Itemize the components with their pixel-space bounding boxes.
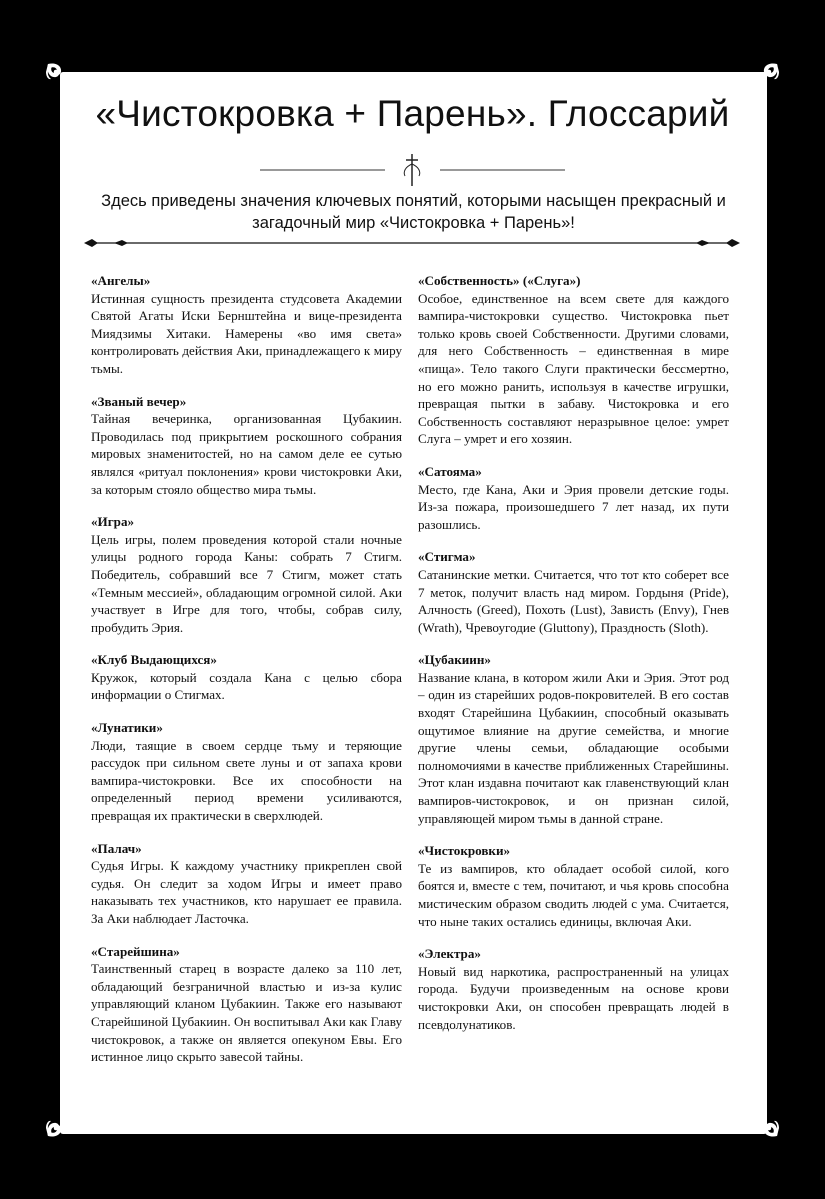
- glossary-entry: [91, 840, 402, 928]
- glossary-definition: Название клана, в котором жили Аки и Эрия. Этот род – один из старейших родов-покровителей. В его состав входят Старейшина Цубакиин, способный оказывать ощутимое влияние на другие семейства, и многие другие члены семьи, обладающие особыми полномочиями в качестве приближенных Старейшины. Этот клан издавна почитают как главенствующий клан вампиров-чистокровок, и он признан силой, управляющей миром тьмы в данной стране.: [418, 669, 729, 826]
- glossary-entry: [91, 393, 402, 499]
- glossary-definition: Цель игры, полем проведения которой стали ночные улицы родного города Каны: собрать 7 Стигм. Победитель, собравший все 7 Стигм, может стать «Темным мессией», обладающим огромной силой. Аки участвует в Игре для того, чтобы, собрав силу, пробудить Эрия.: [91, 531, 402, 635]
- glossary-definition: Те из вампиров, кто обладает особой силой, кого боятся и, вместе с тем, почитают, и чья кровь способна мистическим образом сводить людей с ума. Считается, что ныне таких остались единицы, включая Аки.: [418, 860, 729, 929]
- glossary-entry: [418, 842, 729, 930]
- glossary-entry: [418, 548, 729, 636]
- dagger-ornament-icon: [255, 150, 570, 190]
- glossary-term: «Электра»: [418, 946, 481, 962]
- glossary-entry: [418, 272, 729, 448]
- glossary-term: «Игра»: [91, 514, 135, 530]
- glossary-definition: Истинная сущность президента студсовета Академии Святой Агаты Иски Бернштейна и вице-президента Миядзимы Хитаки. Намерены «во имя света» контролировать действия Аки, принадлежащего к миру тьмы.: [91, 290, 402, 376]
- glossary-term: «Ангелы»: [91, 273, 151, 288]
- glossary-term: «Чистокровки»: [418, 843, 511, 859]
- glossary-entry: [91, 719, 402, 825]
- intro-text: Здесь приведены значения ключевых понятий, которыми насыщен прекрасный и загадочный мир «Чистокровка + Парень»!: [101, 192, 726, 232]
- glossary-entry: [91, 272, 402, 378]
- glossary-term: «Палач»: [91, 840, 142, 856]
- glossary-entry: [91, 513, 402, 636]
- glossary-term: «Цубакиин»: [418, 652, 491, 668]
- glossary-definition: Сатанинские метки. Считается, что тот кто соберет все 7 меток, получит власть над миром. Гордыня (Pride), Алчность (Greed), Похоть (Lust), Зависть (Envy), Гнев (Wrath), Чревоугодие (Gluttony), Праздность (Sloth).: [418, 566, 729, 635]
- glossary-definition: Тайная вечеринка, организованная Цубакиин. Проводилась под прикрытием роскошного собрания мировых знаменитостей, но на самом деле ее сутью являлся «ритуал поклонения» крови чистокровки Аки, за которым стояло общество мира тьмы.: [91, 411, 402, 497]
- glossary-left-column: [91, 272, 402, 1081]
- fleur-corner-icon: [44, 1106, 78, 1140]
- fleur-corner-icon: [747, 1106, 781, 1140]
- glossary-entry: [91, 943, 402, 1066]
- glossary-definition: Новый вид наркотика, распространенный на улицах города. Будучи произведенным на основе крови чистокровки Аки, он способен превращать людей в псевдолунатиков.: [418, 963, 729, 1032]
- glossary-entry: [418, 463, 729, 533]
- glossary-right-column: [418, 272, 729, 1048]
- glossary-definition: Особое, единственное на всем свете для каждого вампира-чистокровки существо. Чистокровка пьет только кровь своей Собственности. Другими словами, для него Собственность – единственная в мире «пища». Тело такого Слуги практически бессмертно, но его можно ранить, используя в качестве игрушки, превращая пытки в забаву. Чистокровка и его Собственность составляют неразрывное целое: умрет Слуга – умрет и его хозяин.: [418, 290, 729, 447]
- glossary-definition: Кружок, который создала Кана с целью сбора информации о Стигмах.: [91, 669, 402, 703]
- page-title: «Чистокровка + Парень». Глоссарий: [95, 93, 730, 134]
- glossary-term: «Званый вечер»: [91, 393, 187, 409]
- glossary-term: «Старейшина»: [91, 943, 180, 959]
- glossary-term: «Стигма»: [418, 549, 476, 565]
- glossary-entry: [418, 945, 729, 1033]
- glossary-term: «Клуб Выдающихся»: [91, 652, 217, 668]
- glossary-term: «Собственность» («Слуга»): [418, 273, 581, 288]
- glossary-term: «Лунатики»: [91, 720, 163, 736]
- divider-rule-icon: [84, 236, 740, 250]
- glossary-term: «Сатояма»: [418, 463, 482, 479]
- glossary-definition: Судья Игры. К каждому участнику прикреплен свой судья. Он следит за ходом Игры и имеет право наказывать тех участников, кто нарушает ее правила. За Аки наблюдает Ласточка.: [91, 858, 402, 926]
- fleur-corner-icon: [747, 60, 781, 94]
- glossary-definition: Таинственный старец в возрасте далеко за 110 лет, обладающий безграничной властью и из-за кулис управляющий кланом Цубакиин. Также его называют Старейшиной Цубакиин. Он воспитывал Аки как Главу чистокровок, а также он является опекуном Евы. Его истинное лицо скрыто завесой тайны.: [91, 961, 402, 1065]
- glossary-entry: [91, 651, 402, 704]
- glossary-entry: [418, 651, 729, 827]
- glossary-definition: Люди, таящие в своем сердце тьму и теряющие рассудок при сильном свете луны и от запаха крови вампира-чистокровки. Все их способности на определенный период времени усиливаются, превращая их практически в сверхлюдей.: [91, 737, 402, 824]
- fleur-corner-icon: [44, 60, 78, 94]
- glossary-definition: Место, где Кана, Аки и Эрия провели детские годы. Из-за пожара, произошедшего 7 лет назад, их пути разошлись.: [418, 481, 729, 532]
